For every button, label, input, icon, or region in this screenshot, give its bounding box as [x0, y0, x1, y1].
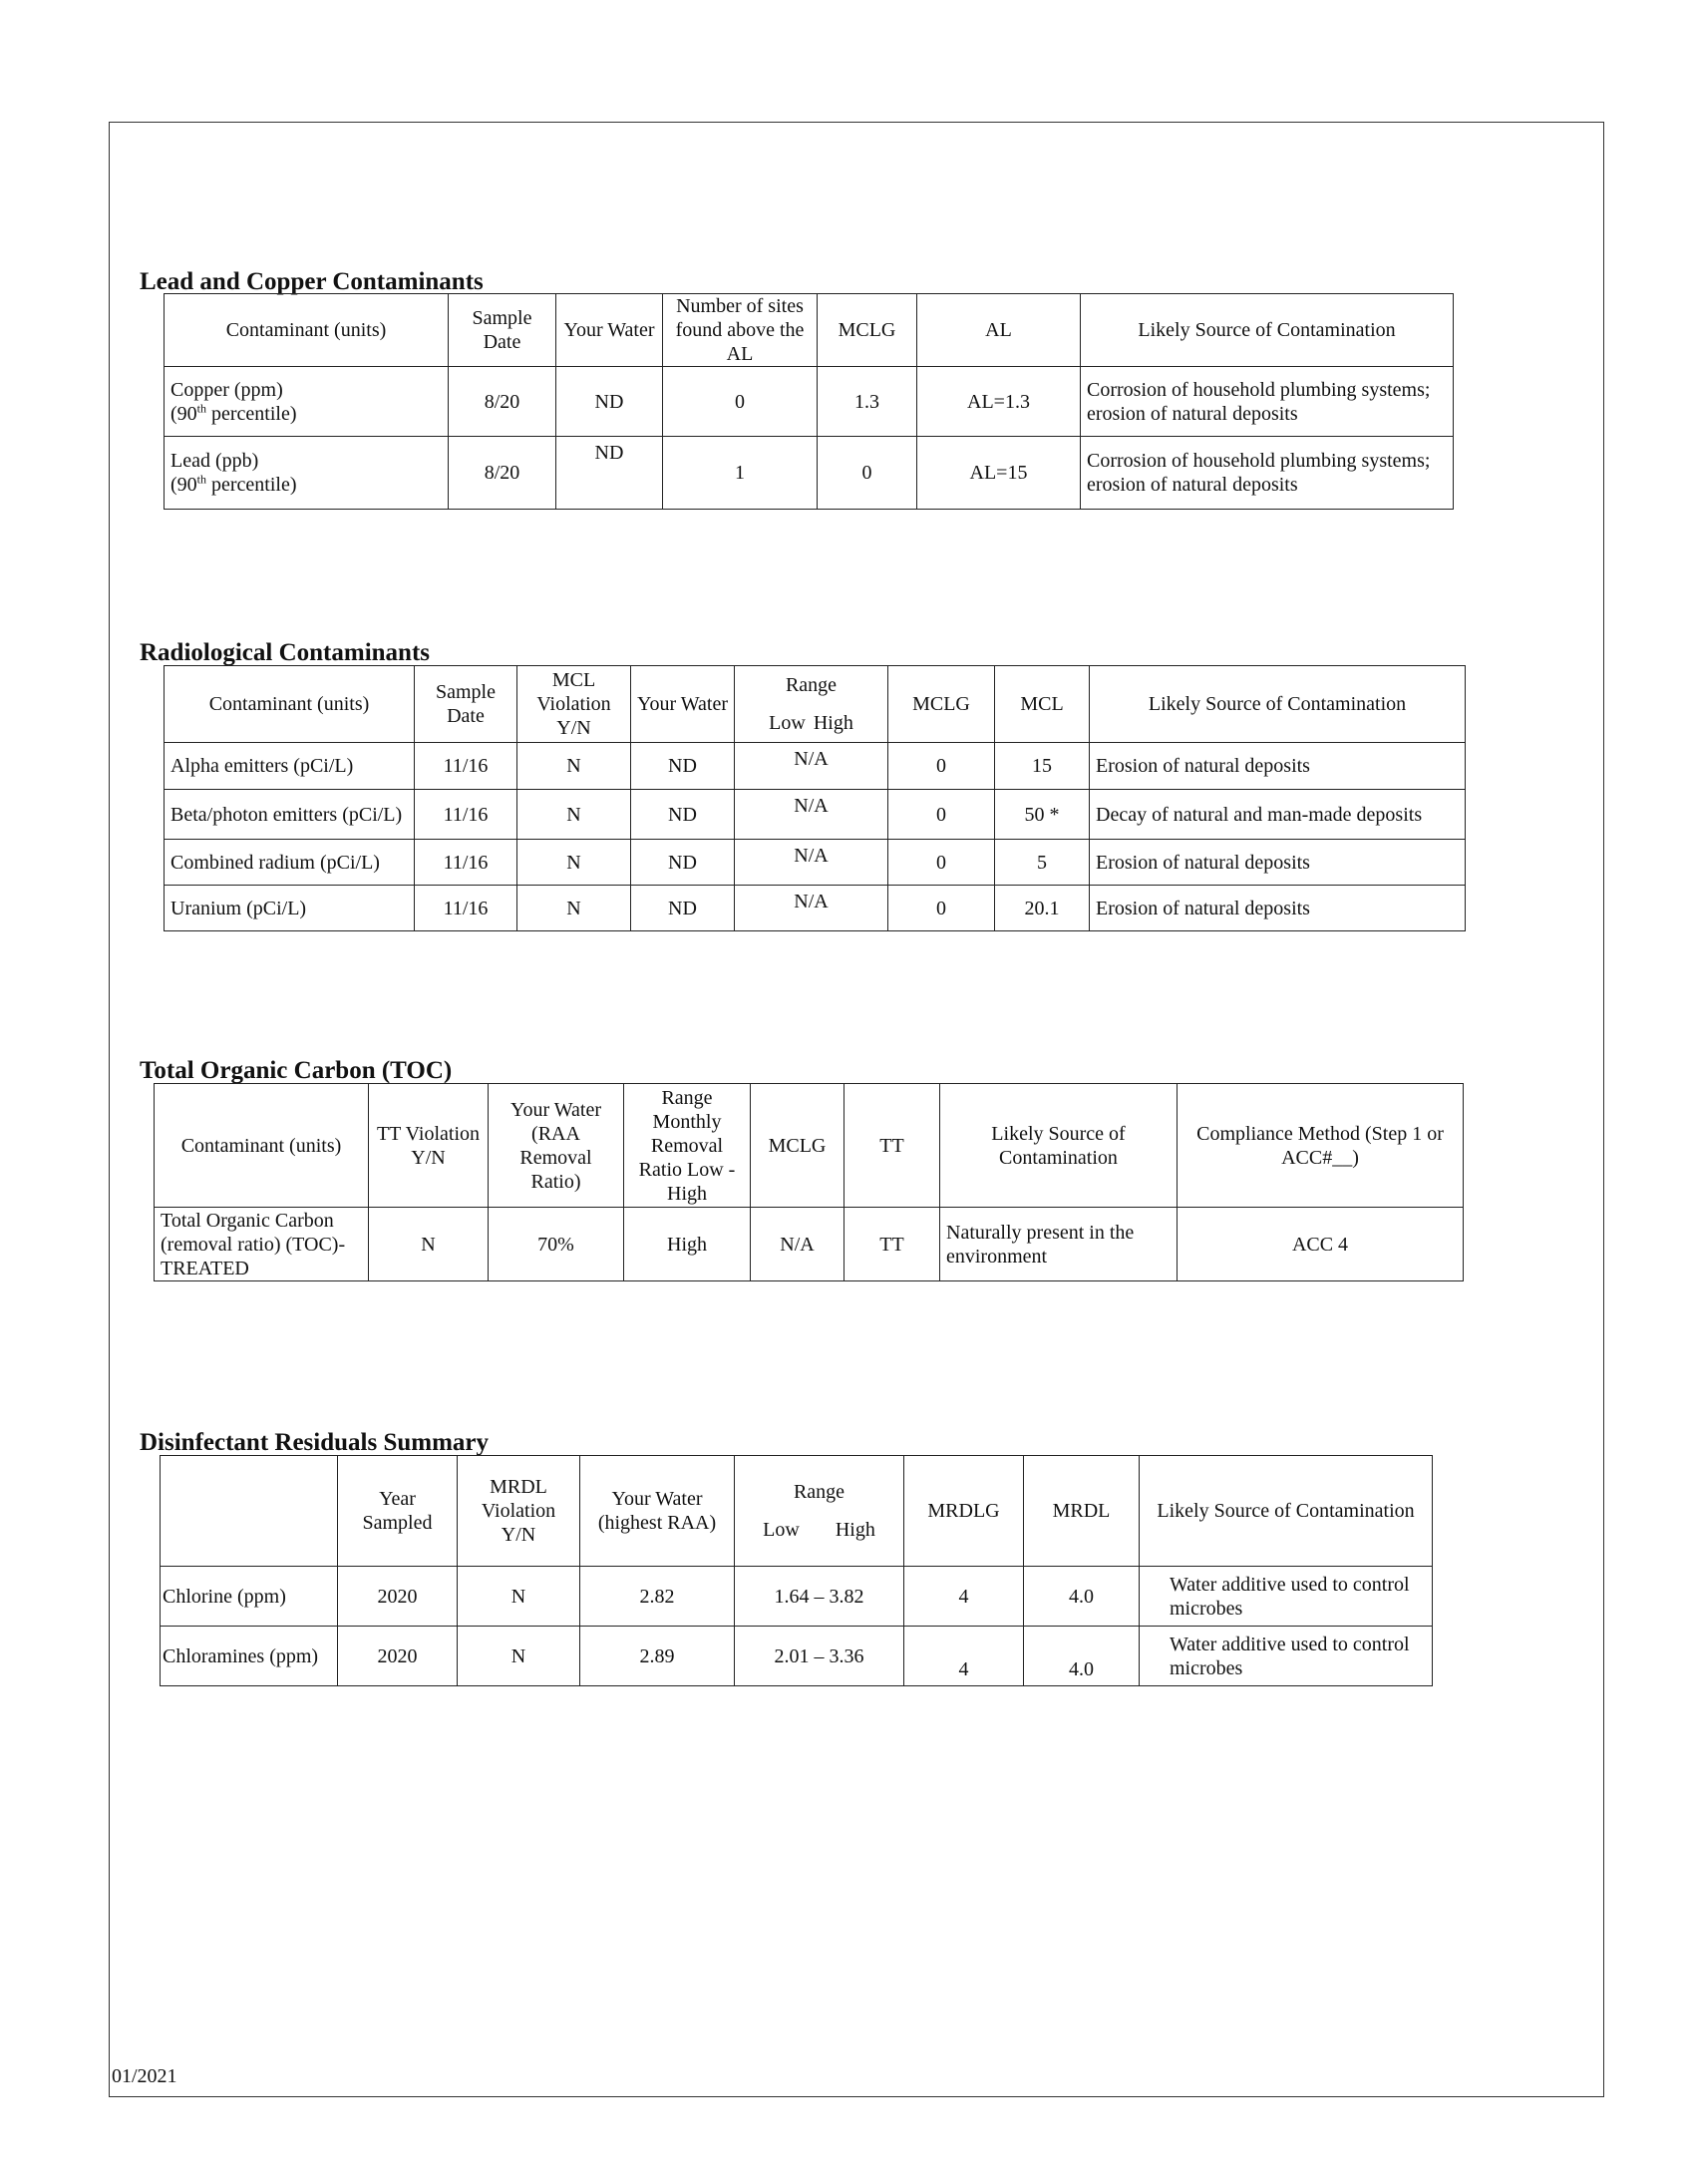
lead-copper-title: Lead and Copper Contaminants	[140, 268, 484, 295]
header-cell: TT Violation Y/N	[369, 1084, 489, 1208]
contaminant-cell: Total Organic Carbon (removal ratio) (TOC)-TREATED	[155, 1208, 369, 1281]
contaminant-cell: Beta/photon emitters (pCi/L)	[165, 790, 415, 840]
header-cell: TT	[844, 1084, 940, 1208]
header-cell: Contaminant (units)	[155, 1084, 369, 1208]
al-cell: AL=15	[917, 437, 1081, 510]
mclg-cell: N/A	[751, 1208, 844, 1281]
violation-cell: N	[517, 790, 631, 840]
table-row	[165, 840, 1466, 886]
source-cell: Erosion of natural deposits	[1090, 743, 1466, 790]
header-cell: MRDLG	[904, 1456, 1024, 1567]
violation-cell: N	[369, 1208, 489, 1281]
contaminant-cell: Chlorine (ppm)	[161, 1567, 338, 1627]
range-cell: 2.01 – 3.36	[735, 1627, 904, 1686]
header-cell: Range Monthly Removal Ratio Low - High	[624, 1084, 751, 1208]
header-cell: Contaminant (units)	[165, 294, 449, 367]
range-header: Range Low High	[735, 666, 888, 743]
mclg-cell: 0	[888, 790, 995, 840]
contaminant-cell: Chloramines (ppm)	[161, 1627, 338, 1686]
mclg-cell: 1.3	[818, 367, 917, 437]
header-cell: Contaminant (units)	[165, 666, 415, 743]
your-water-cell: ND	[631, 840, 735, 886]
table-header-row	[161, 1456, 1433, 1567]
your-water-cell: ND	[631, 743, 735, 790]
your-water-cell: 2.82	[580, 1567, 735, 1627]
range-cell: High	[624, 1208, 751, 1281]
header-cell: MCLG	[751, 1084, 844, 1208]
header-cell: Your Water	[631, 666, 735, 743]
table-row	[165, 743, 1466, 790]
header-cell: Compliance Method (Step 1 or ACC#__)	[1178, 1084, 1464, 1208]
contaminant-cell: Combined radium (pCi/L)	[165, 840, 415, 886]
sample-date-cell: 11/16	[415, 790, 517, 840]
al-cell: AL=1.3	[917, 367, 1081, 437]
sample-date-cell: 11/16	[415, 886, 517, 931]
header-cell: MRDL Violation Y/N	[458, 1456, 580, 1567]
source-cell: Erosion of natural deposits	[1090, 886, 1466, 931]
violation-cell: N	[517, 840, 631, 886]
header-cell: Your Water (RAA Removal Ratio)	[489, 1084, 624, 1208]
header-cell: Your Water	[556, 294, 663, 367]
header-cell: MCLG	[888, 666, 995, 743]
your-water-cell: ND	[556, 437, 663, 510]
header-cell: Likely Source of Contamination	[1081, 294, 1454, 367]
table-header-row	[165, 294, 1454, 367]
footer-date: 01/2021	[112, 2065, 177, 2087]
mcl-cell: 5	[995, 840, 1090, 886]
contaminant-cell: Alpha emitters (pCi/L)	[165, 743, 415, 790]
table-header-row	[165, 666, 1466, 743]
header-cell: Your Water (highest RAA)	[580, 1456, 735, 1567]
range-cell: N/A	[735, 743, 888, 790]
sample-date-cell: 11/16	[415, 743, 517, 790]
table-row	[161, 1627, 1433, 1686]
sample-date-cell: 8/20	[449, 367, 556, 437]
your-water-cell: ND	[556, 367, 663, 437]
table-row	[165, 790, 1466, 840]
table-row	[161, 1567, 1433, 1627]
mrdlg-cell: 4	[904, 1567, 1024, 1627]
range-cell: N/A	[735, 840, 888, 886]
header-cell	[161, 1456, 338, 1567]
toc-table	[154, 1083, 1464, 1281]
range-cell: N/A	[735, 790, 888, 840]
source-cell: Erosion of natural deposits	[1090, 840, 1466, 886]
tt-cell: TT	[844, 1208, 940, 1281]
mclg-cell: 0	[888, 886, 995, 931]
your-water-cell: 2.89	[580, 1627, 735, 1686]
violation-cell: N	[517, 743, 631, 790]
header-cell: Sample Date	[449, 294, 556, 367]
compliance-cell: ACC 4	[1178, 1208, 1464, 1281]
header-cell: MCL	[995, 666, 1090, 743]
source-cell: Naturally present in the environment	[940, 1208, 1178, 1281]
range-cell: 1.64 – 3.82	[735, 1567, 904, 1627]
your-water-cell: 70%	[489, 1208, 624, 1281]
source-cell: Water additive used to control microbes	[1140, 1627, 1433, 1686]
mcl-cell: 20.1	[995, 886, 1090, 931]
mclg-cell: 0	[888, 743, 995, 790]
table-row	[165, 367, 1454, 437]
header-cell: Number of sites found above the AL	[663, 294, 818, 367]
header-cell: AL	[917, 294, 1081, 367]
source-cell: Corrosion of household plumbing systems; erosion of natural deposits	[1081, 367, 1454, 437]
header-cell: Likely Source of Contamination	[1140, 1456, 1433, 1567]
header-cell: Likely Source of Contamination	[940, 1084, 1178, 1208]
contaminant-cell: Uranium (pCi/L)	[165, 886, 415, 931]
contaminant-cell: Lead (ppb) (90th percentile)	[165, 437, 449, 510]
mrdlg-cell: 4	[904, 1627, 1024, 1686]
range-header: Range Low High	[735, 1456, 904, 1567]
header-cell: Likely Source of Contamination	[1090, 666, 1466, 743]
mcl-cell: 15	[995, 743, 1090, 790]
violation-cell: N	[458, 1627, 580, 1686]
mrdl-cell: 4.0	[1024, 1567, 1140, 1627]
source-cell: Water additive used to control microbes	[1140, 1567, 1433, 1627]
year-cell: 2020	[338, 1627, 458, 1686]
header-cell: MRDL	[1024, 1456, 1140, 1567]
sample-date-cell: 11/16	[415, 840, 517, 886]
mclg-cell: 0	[818, 437, 917, 510]
header-cell: MCLG	[818, 294, 917, 367]
mrdl-cell: 4.0	[1024, 1627, 1140, 1686]
disinfectant-title: Disinfectant Residuals Summary	[140, 1429, 490, 1456]
violation-cell: N	[517, 886, 631, 931]
radiological-table	[164, 665, 1466, 931]
mcl-cell: 50 *	[995, 790, 1090, 840]
range-cell: N/A	[735, 886, 888, 931]
your-water-cell: ND	[631, 886, 735, 931]
table-row	[165, 437, 1454, 510]
table-header-row	[155, 1084, 1464, 1208]
header-cell: Year Sampled	[338, 1456, 458, 1567]
sites-cell: 1	[663, 437, 818, 510]
sites-cell: 0	[663, 367, 818, 437]
your-water-cell: ND	[631, 790, 735, 840]
violation-cell: N	[458, 1567, 580, 1627]
header-cell: Sample Date	[415, 666, 517, 743]
radiological-title: Radiological Contaminants	[140, 639, 431, 666]
header-cell: MCL Violation Y/N	[517, 666, 631, 743]
disinfectant-table	[160, 1455, 1433, 1686]
sample-date-cell: 8/20	[449, 437, 556, 510]
contaminant-cell: Copper (ppm) (90th percentile)	[165, 367, 449, 437]
year-cell: 2020	[338, 1567, 458, 1627]
lead-copper-table	[164, 293, 1454, 510]
source-cell: Decay of natural and man-made deposits	[1090, 790, 1466, 840]
table-row	[155, 1208, 1464, 1281]
mclg-cell: 0	[888, 840, 995, 886]
table-row	[165, 886, 1466, 931]
source-cell: Corrosion of household plumbing systems; erosion of natural deposits	[1081, 437, 1454, 510]
toc-title: Total Organic Carbon (TOC)	[140, 1057, 453, 1084]
